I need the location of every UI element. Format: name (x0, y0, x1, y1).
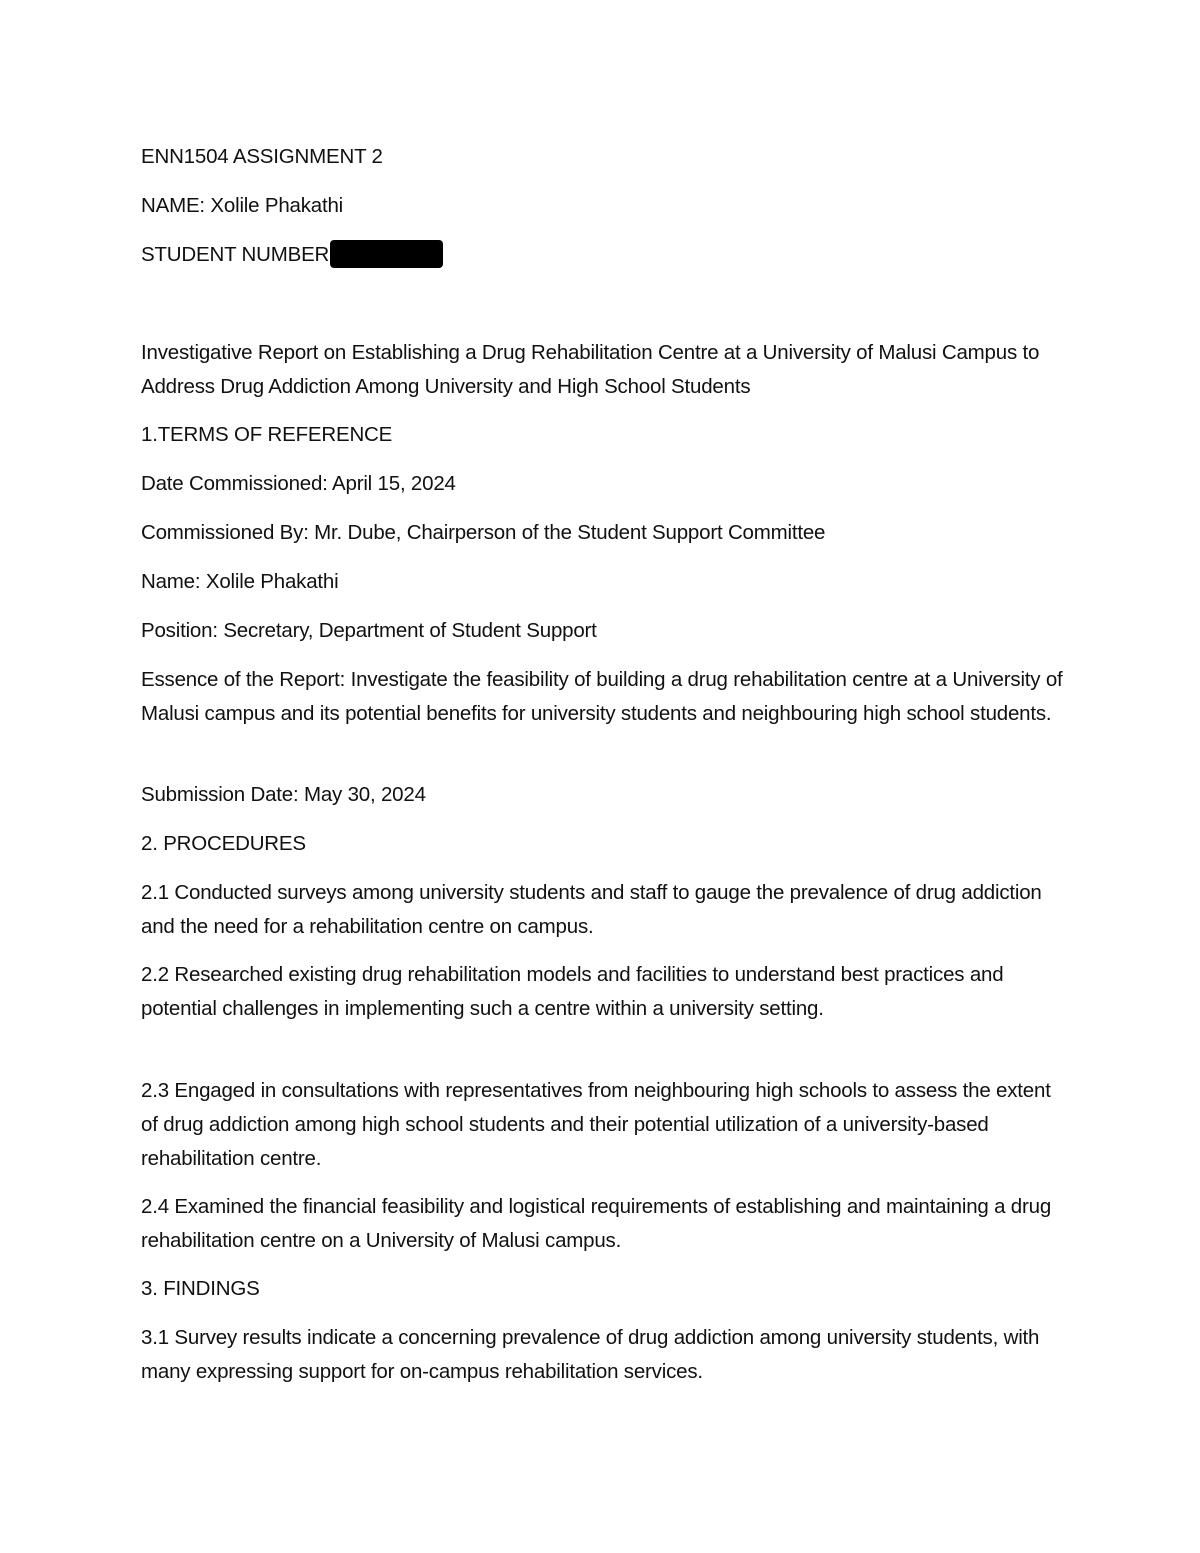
terms-heading: 1.TERMS OF REFERENCE (141, 423, 393, 446)
procedure-item: 2.2 Researched existing drug rehabilitation models and facilities to understand best practices and potential challenges in implementing such a centre within a university setting. (141, 963, 1004, 1020)
procedure-item: 2.1 Conducted surveys among university students and staff to gauge the prevalence of drug addiction and the need for a rehabilitation centre on campus. (141, 881, 1042, 938)
procedure-item: 2.3 Engaged in consultations with representatives from neighbouring high schools to assess the extent of drug addiction among high school students and their potential utilization of a university-based rehabilitation centre. (141, 1079, 1051, 1170)
redacted-student-number (330, 240, 443, 268)
report-essence: Essence of the Report: Investigate the feasibility of building a drug rehabilitation centre at a University of Malusi campus and its potential benefits for university students and neighbouring high school students. (141, 668, 1063, 725)
student-name-line: NAME: Xolile Phakathi (141, 194, 344, 217)
student-number-label: STUDENT NUMBER (141, 243, 330, 266)
finding-item: 3.1 Survey results indicate a concerning prevalence of drug addiction among university students, with many expressing support for on-campus rehabilitation services. (141, 1326, 1040, 1383)
commissioned-by: Commissioned By: Mr. Dube, Chairperson of the Student Support Committee (141, 521, 826, 544)
submission-date: Submission Date: May 30, 2024 (141, 783, 426, 806)
date-commissioned: Date Commissioned: April 15, 2024 (141, 472, 456, 495)
procedure-item: 2.4 Examined the financial feasibility and logistical requirements of establishing and maintaining a drug rehabilitation centre on a University of Malusi campus. (141, 1195, 1052, 1252)
student-number-line (141, 238, 1071, 272)
assignment-title: ENN1504 ASSIGNMENT 2 (141, 145, 383, 168)
terms-name: Name: Xolile Phakathi (141, 570, 339, 593)
terms-position: Position: Secretary, Department of Student Support (141, 619, 597, 642)
report-title: Investigative Report on Establishing a Drug Rehabilitation Centre at a University of Malusi Campus to Address Drug Addiction Among University and High School Students (141, 341, 1040, 398)
procedures-heading: 2. PROCEDURES (141, 832, 306, 855)
findings-heading: 3. FINDINGS (141, 1277, 260, 1300)
